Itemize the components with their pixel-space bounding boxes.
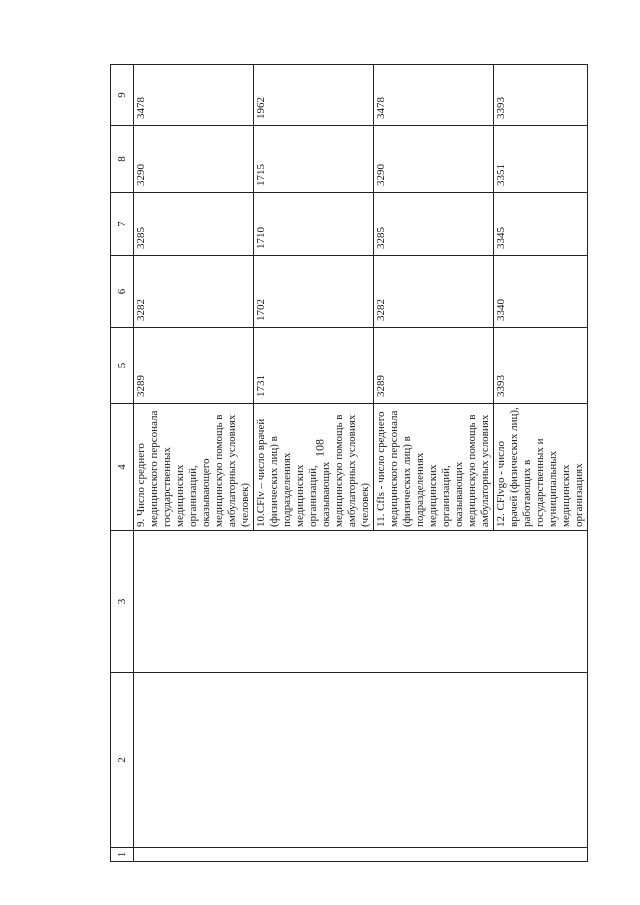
header-cell: 1 [111, 848, 134, 862]
value-cell: 3393 [494, 65, 588, 126]
table-header-row [111, 65, 134, 862]
value-cell: 3285 [374, 193, 494, 256]
value-cell: 3393 [494, 328, 588, 404]
empty-cell [134, 673, 588, 848]
indicator-cell: 9. Число среднего медицинского персонала государственных медицинских организаций, оказывающего медицинскую помощь в амбулаторных условиях (человек) [134, 404, 254, 531]
page-number: 108 [312, 439, 327, 457]
value-cell: 3340 [494, 256, 588, 328]
value-cell: 3282 [134, 256, 254, 328]
value-cell: 3285 [134, 193, 254, 256]
value-cell: 3351 [494, 126, 588, 193]
table-frame [110, 65, 585, 862]
header-cell: 7 [111, 193, 134, 256]
value-cell: 3289 [374, 328, 494, 404]
value-cell: 3478 [374, 65, 494, 126]
table-row [134, 65, 254, 862]
value-cell: 3282 [374, 256, 494, 328]
value-cell: 3290 [134, 126, 254, 193]
header-cell: 8 [111, 126, 134, 193]
value-cell: 1715 [254, 126, 374, 193]
header-cell: 5 [111, 328, 134, 404]
header-cell: 2 [111, 673, 134, 848]
value-cell: 3289 [134, 328, 254, 404]
header-cell: 9 [111, 65, 134, 126]
header-cell: 4 [111, 404, 134, 531]
value-cell: 3345 [494, 193, 588, 256]
value-cell: 3290 [374, 126, 494, 193]
value-cell: 1710 [254, 193, 374, 256]
empty-cell [134, 531, 588, 673]
indicator-table [110, 64, 588, 862]
indicator-cell: 11. CfIs - число среднего медицинского персонала (физических лиц) в подразделениях медицинских организаций, оказывающих медицинскую помощь в амбулаторных условиях [374, 404, 494, 531]
value-cell: 1702 [254, 256, 374, 328]
indicator-cell: 12. CFlvgo - число врачей (физических лиц), работающих в государственных и муниципальных медицинских организациях [494, 404, 588, 531]
header-cell: 3 [111, 531, 134, 673]
indicator-cell: 10.CFlv – число врачей (физических лиц) в подразделениях медицинских организаций, оказывающих медицинскую помощь в амбулаторных условиях (человек) [254, 404, 374, 531]
value-cell: 3478 [134, 65, 254, 126]
header-cell: 6 [111, 256, 134, 328]
empty-cell [134, 848, 588, 862]
value-cell: 1962 [254, 65, 374, 126]
value-cell: 1731 [254, 328, 374, 404]
